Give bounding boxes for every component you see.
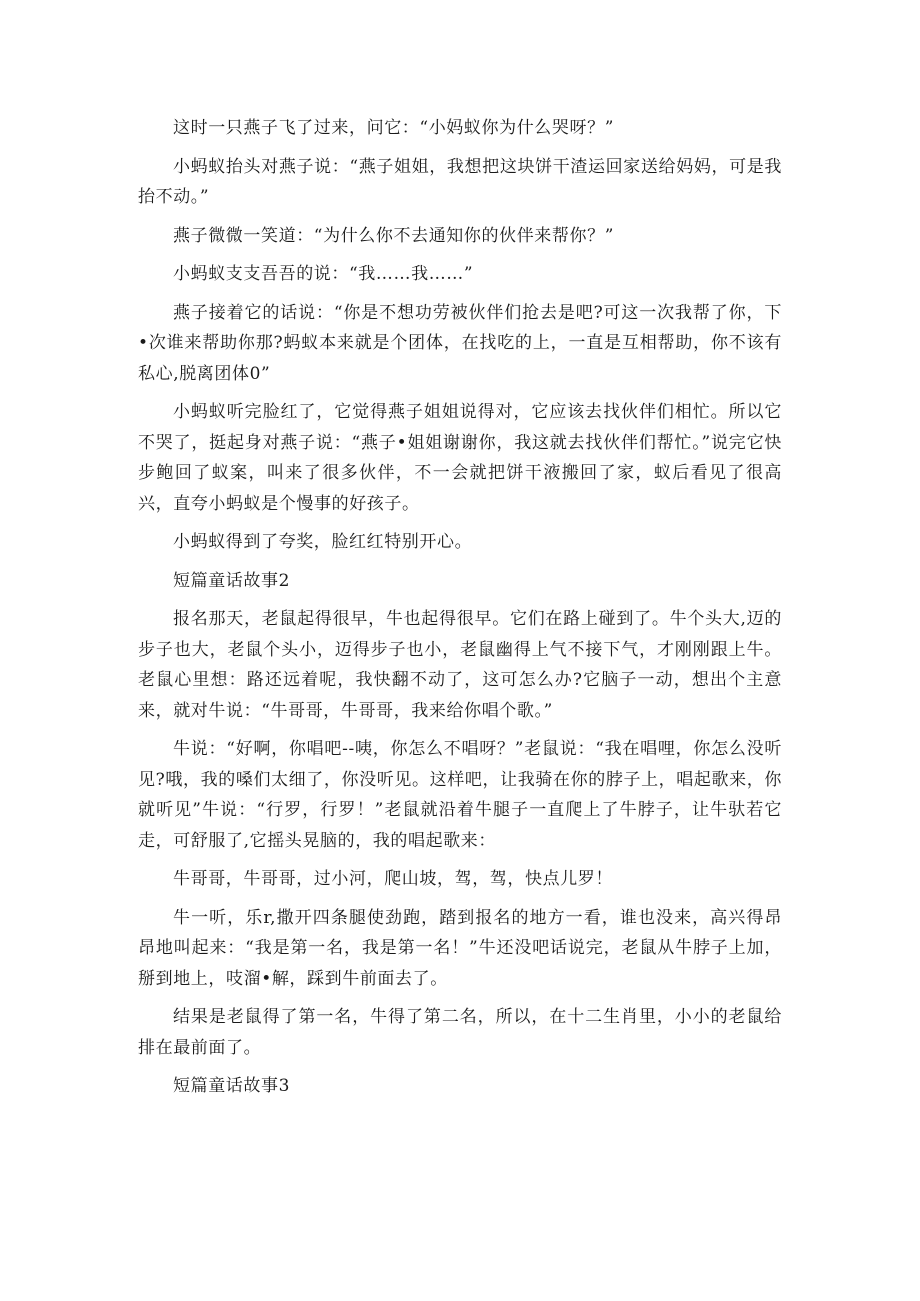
paragraph: 牛哥哥，牛哥哥，过小河，爬山坡，驾，驾，快点儿罗！ (173, 869, 613, 889)
section-heading: 短篇童话故事2 (173, 570, 291, 591)
paragraph: 这时一只燕子飞了过来，问它：“小妈蚁你为什么哭呀？” (173, 118, 614, 138)
paragraph: 小蚂蚁支支吾吾的说：“我……我……” (173, 264, 474, 284)
paragraph: 小蚂蚁听完脸红了，它觉得燕子姐姐说得对，它应该去找伙伴们相忙。所以它不哭了，挺起身对燕子说：“燕子•姐姐谢谢你，我这就去找伙伴们帮忙。”说完它快步鲍回了蚁案，叫来了很多伙伴，不一会就把饼干液搬回了家，蚁后看见了很高兴，直夸小蚂蚁是个慢事的好孩子。 (138, 402, 782, 514)
document-body (138, 113, 782, 1110)
paragraph: 牛说：“好啊，你唱吧--咦，你怎么不唱呀？”老鼠说：“我在唱哩，你怎么没听见?哦，我的嗓们太细了，你没听见。这样吧，让我骑在你的脖子上，唱起歌来，你就听见”牛说：“行罗，行罗！”老鼠就沿着牛腿子一直爬上了牛脖子，让牛驮若它走，可舒服了,它摇头晃脑的，我的唱起歌来： (138, 739, 782, 851)
paragraph: 报名那天，老鼠起得很早，牛也起得很早。它们在路上碰到了。牛个头大,迈的步子也大，老鼠个头小，迈得步子也小，老鼠幽得上气不接下气，才刚刚跟上牛。老鼠心里想：路还远着呢，我快翻不动了，这可怎么办?它脑子一动，想出个主意来，就对牛说：“牛哥哥，牛哥哥，我来给你唱个歌。” (138, 609, 782, 721)
paragraph: 结果是老鼠得了第一名，牛得了第二名，所以，在十二生肖里，小小的老鼠给排在最前面了。 (138, 1007, 782, 1058)
paragraph: 小蚂蚁得到了夸奖，脸红红特别开心。 (173, 532, 473, 552)
paragraph: 燕子接着它的话说：“你是不想功劳被伙伴们抢去是吧?可这一次我帮了你，下•次谁来帮助你那?蚂蚁本来就是个团体，在找吃的上，一直是互相帮助，你不该有私心,脱离团体0” (138, 302, 782, 384)
paragraph: 小蚂蚁抬头对燕子说：“燕子姐姐，我想把这块饼干渣运回家送给妈妈，可是我抬不动。” (138, 156, 782, 207)
paragraph: 牛一听，乐r,撒开四条腿使劲跑，踏到报名的地方一看，谁也没来，高兴得昂昂地叫起来：“我是第一名，我是第一名！”牛还没吧话说完，老鼠从牛脖子上加，掰到地上，吱溜•解，踩到牛前面去了。 (138, 907, 782, 989)
section-heading: 短篇童话故事3 (173, 1076, 291, 1096)
paragraph: 燕子微微一笑道：“为什么你不去通知你的伙伴来帮你？” (173, 225, 614, 246)
